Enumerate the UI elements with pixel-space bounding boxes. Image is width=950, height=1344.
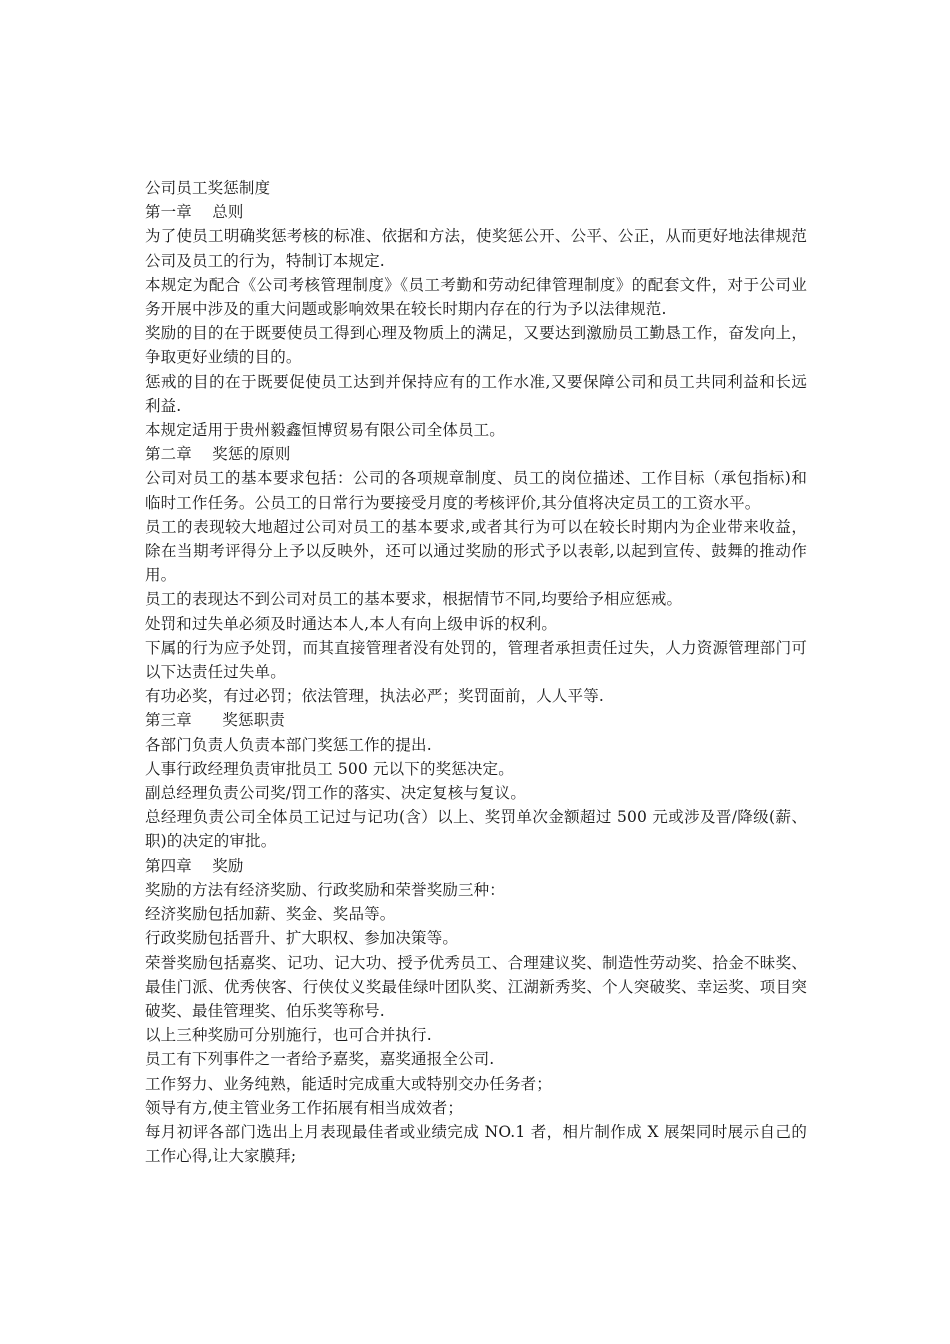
paragraph: 本规定为配合《公司考核管理制度》《员工考勤和劳动纪律管理制度》的配套文件，对于公司业务开展中涉及的重大问题或影响效果在较长时期内存在的行为予以法律规范.: [145, 275, 807, 319]
paragraph: 总经理负责公司全体员工记过与记功(含）以上、奖罚单次金额超过 500 元或涉及晋/降级(薪、职)的决定的审批。: [145, 808, 807, 851]
chapter-heading-2: 第二章 奖惩的原则: [145, 445, 291, 464]
paragraph: 工作努力、业务纯熟，能适时完成重大或特别交办任务者；: [145, 1074, 552, 1093]
paragraph: 副总经理负责公司奖/罚工作的落实、决定复核与复议。: [145, 784, 526, 803]
paragraph: 行政奖励包括晋升、扩大职权、参加决策等。: [145, 929, 459, 948]
paragraph: 惩戒的目的在于既要促使员工达到并保持应有的工作水准,又要保障公司和员工共同利益和长远利益.: [145, 372, 807, 415]
chapter-heading-3: 第三章 奖惩职责: [145, 711, 286, 730]
chapter-heading-1: 第一章 总则: [145, 203, 244, 222]
paragraph: 以上三种奖励可分别施行，也可合并执行.: [145, 1026, 432, 1045]
paragraph: 处罚和过失单必须及时通达本人,本人有向上级申诉的权利。: [145, 614, 557, 633]
paragraph: 荣誉奖励包括嘉奖、记功、记大功、授予优秀员工、合理建议奖、制造性劳动奖、拾金不昧奖、最佳门派、优秀侠客、行侠仗义奖最佳绿叶团队奖、江湖新秀奖、个人突破奖、幸运奖、项目突破奖、最佳管理奖、伯乐奖等称号.: [145, 953, 807, 1020]
paragraph: 员工有下列事件之一者给予嘉奖，嘉奖通报全公司.: [145, 1050, 495, 1069]
paragraph: 员工的表现较大地超过公司对员工的基本要求,或者其行为可以在较长时期内为企业带来收益，除在当期考评得分上予以反映外，还可以通过奖励的形式予以表彰,以起到宣传、鼓舞的推动作用。: [145, 517, 807, 585]
paragraph: 有功必奖，有过必罚；依法管理，执法必严；奖罚面前，人人平等.: [145, 687, 604, 706]
chapter-heading-4: 第四章 奖励: [145, 856, 244, 875]
paragraph: 员工的表现达不到公司对员工的基本要求，根据情节不同,均要给予相应惩戒。: [145, 590, 683, 609]
document-body: [145, 176, 807, 1168]
paragraph: 领导有方,使主管业务工作拓展有相当成效者；: [145, 1098, 464, 1117]
paragraph: 人事行政经理负责审批员工 500 元以下的奖惩决定。: [145, 759, 514, 778]
paragraph: 本规定适用于贵州毅鑫恒博贸易有限公司全体员工。: [145, 421, 505, 440]
paragraph: 各部门负责人负责本部门奖惩工作的提出.: [145, 735, 432, 754]
paragraph: 经济奖励包括加薪、奖金、奖品等。: [145, 905, 396, 924]
paragraph: 公司对员工的基本要求包括：公司的各项规章制度、员工的岗位描述、工作目标（承包指标)和临时工作任务。公员工的日常行为要接受月度的考核评价,其分值将决定员工的工资水平。: [145, 469, 807, 512]
paragraph: 奖励的目的在于既要使员工得到心理及物质上的满足，又要达到激励员工勤恳工作，奋发向上，争取更好业绩的目的。: [145, 324, 807, 367]
paragraph: 每月初评各部门选出上月表现最佳者或业绩完成 NO.1 者，相片制作成 X 展架同时展示自己的工作心得,让大家膜拜;: [145, 1122, 807, 1166]
paragraph: 下属的行为应予处罚，而其直接管理者没有处罚的，管理者承担责任过失，人力资源管理部门可以下达责任过失单。: [145, 638, 807, 682]
document-title: 公司员工奖惩制度: [145, 179, 271, 197]
paragraph: 为了使员工明确奖惩考核的标准、依据和方法，使奖惩公开、公平、公正，从而更好地法律规范公司及员工的行为，特制订本规定.: [145, 227, 807, 270]
paragraph: 奖励的方法有经济奖励、行政奖励和荣誉奖励三种：: [145, 880, 505, 899]
